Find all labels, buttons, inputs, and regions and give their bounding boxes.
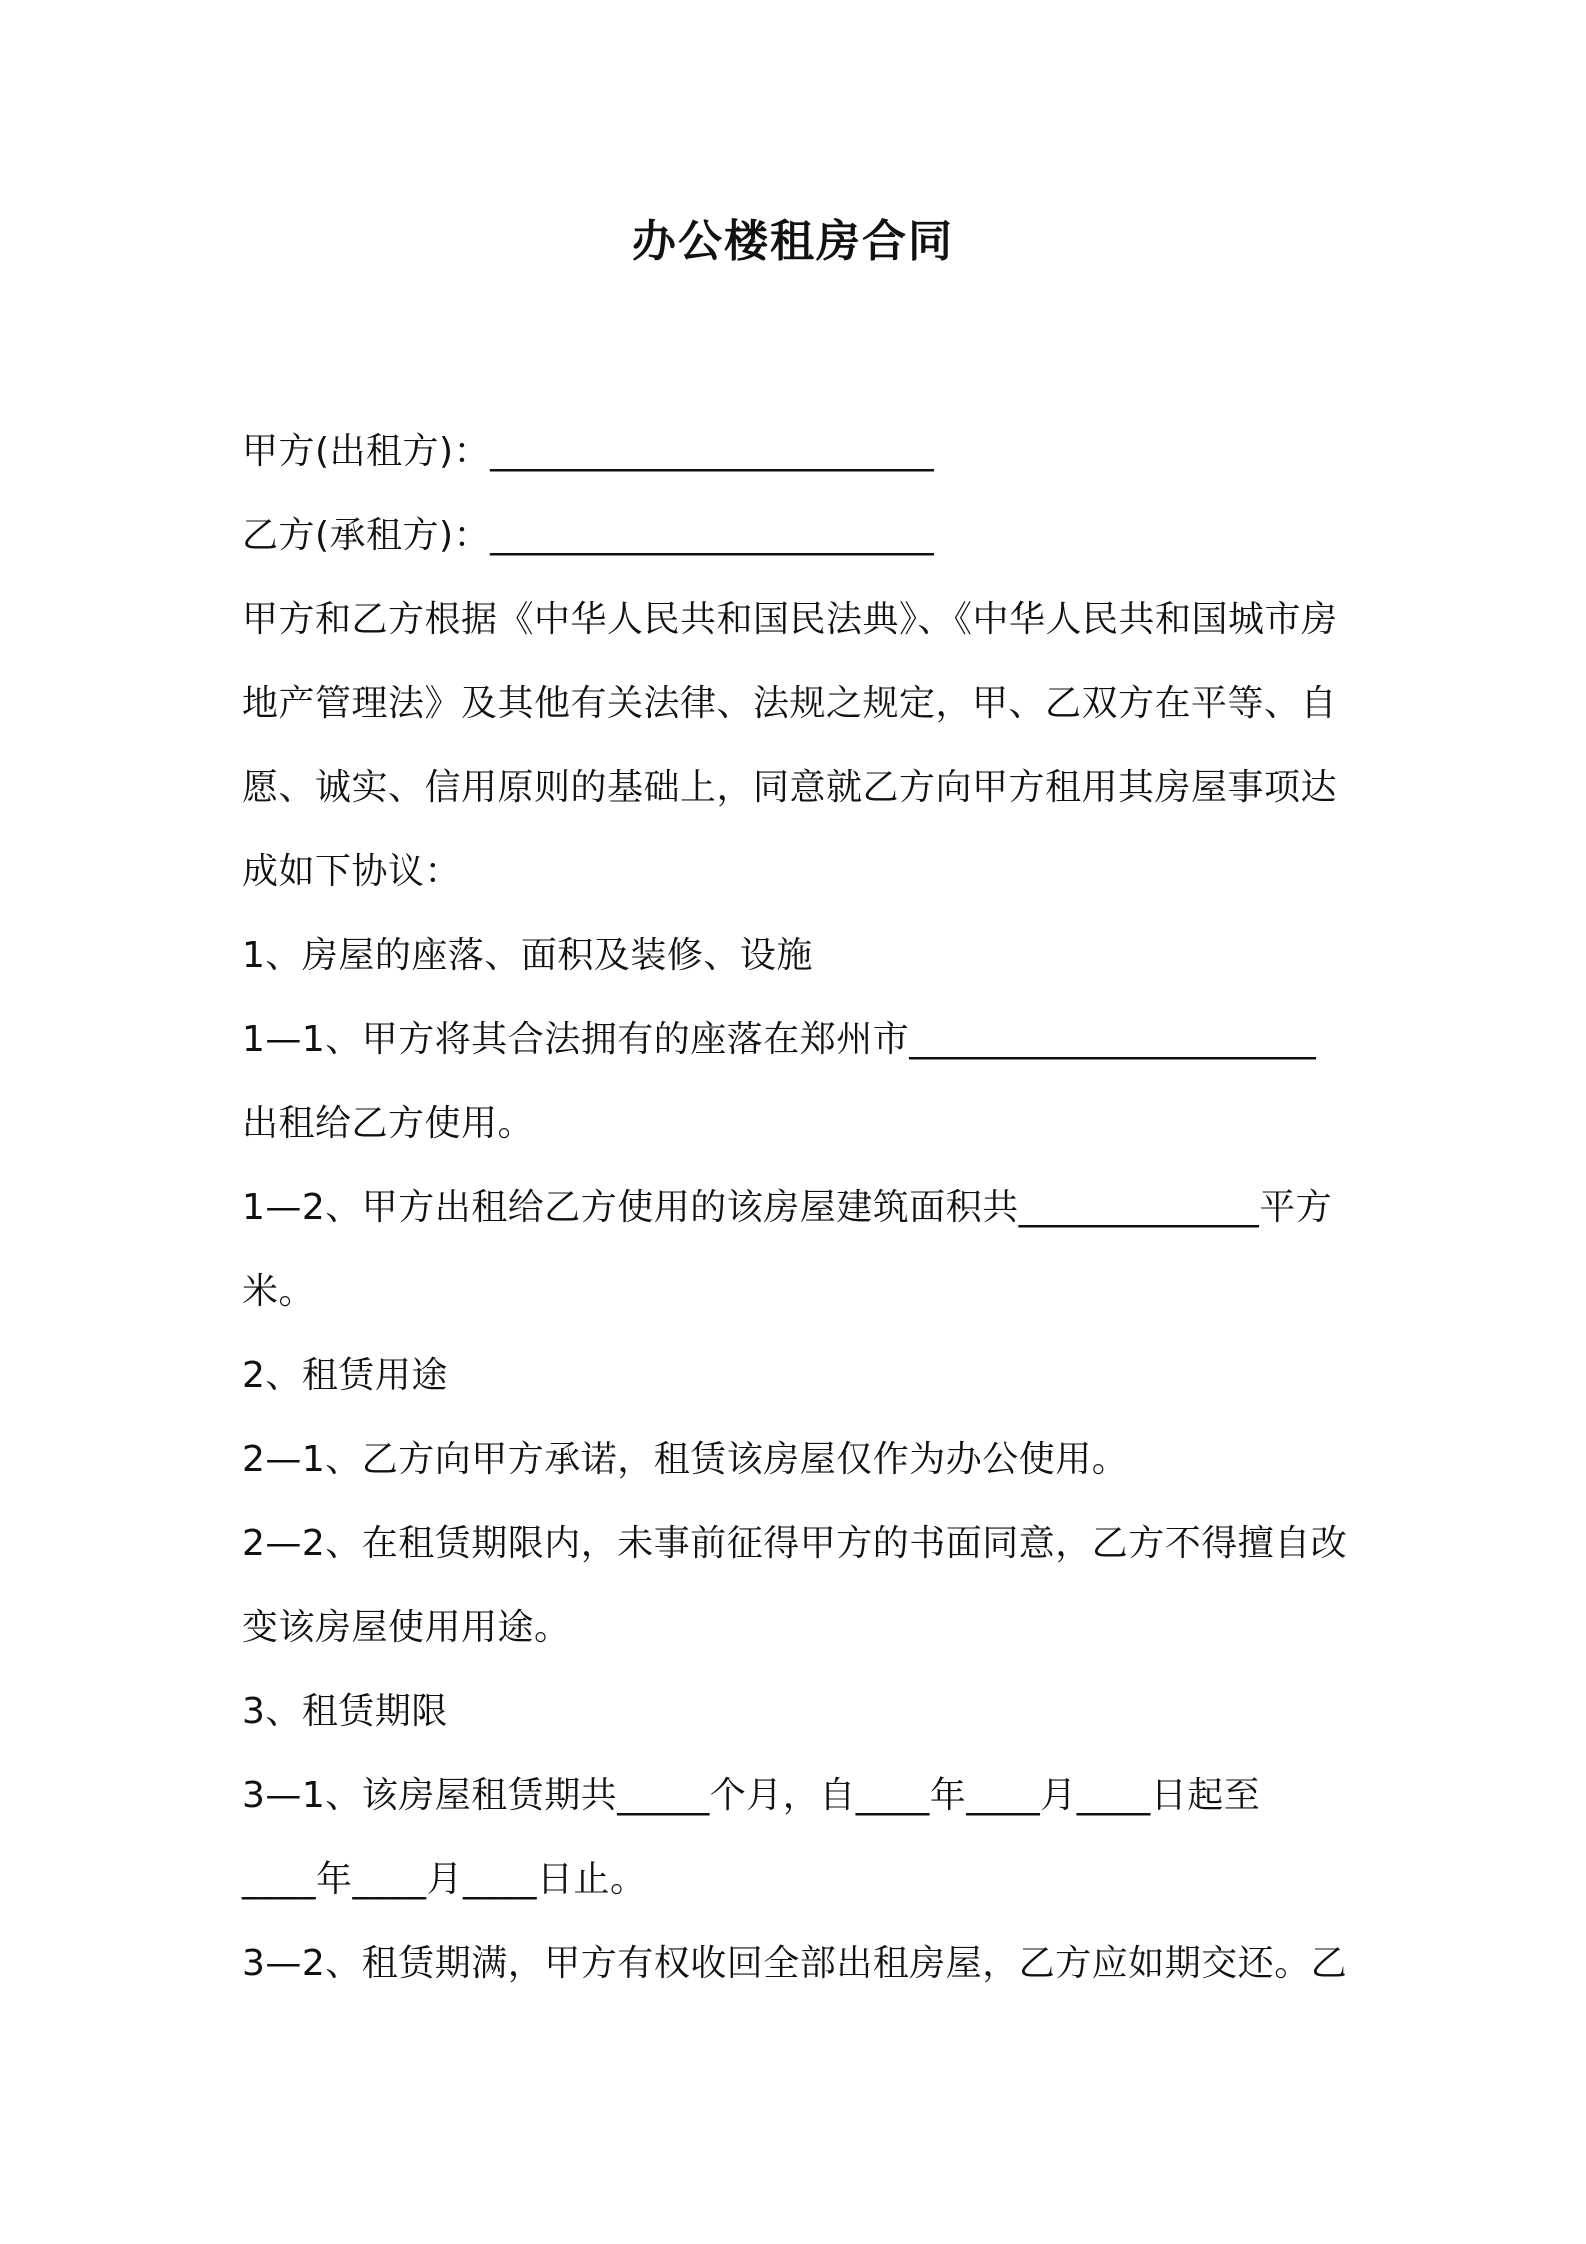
clause-2-2-line-2: 变该房屋使用用途。 (242, 1607, 571, 1648)
clause-2-1: 2—1、乙方向甲方承诺，租赁该房屋仅作为办公使用。 (242, 1439, 1129, 1480)
section-1-heading: 1、房屋的座落、面积及装修、设施 (242, 935, 813, 976)
clause-1-1-line-1: 1—1、甲方将其合法拥有的座落在郑州市______________________ (242, 1019, 1317, 1060)
clause-3-1-line-2: ____年____月____日止。 (242, 1859, 647, 1900)
party-b-line: 乙方(承租方)：________________________ (242, 515, 935, 556)
clause-1-2-line-1: 1—2、甲方出租给乙方使用的该房屋建筑面积共_____________平方 (242, 1187, 1333, 1228)
party-a-line: 甲方(出租方)：________________________ (242, 431, 935, 472)
preamble-line-3: 愿、诚实、信用原则的基础上，同意就乙方向甲方租用其房屋事项达 (242, 767, 1338, 808)
preamble-line-2: 地产管理法》及其他有关法律、法规之规定，甲、乙双方在平等、自 (242, 683, 1338, 724)
preamble-line-4: 成如下协议： (242, 851, 462, 892)
clause-2-2-line-1: 2—2、在租赁期限内，未事前征得甲方的书面同意，乙方不得擅自改 (242, 1523, 1348, 1564)
section-2-heading: 2、租赁用途 (242, 1355, 448, 1396)
clause-1-2-line-2: 米。 (242, 1271, 316, 1312)
clause-1-1-line-2: 出租给乙方使用。 (242, 1103, 535, 1144)
clause-3-1-line-1: 3—1、该房屋租赁期共_____个月，自____年____月____日起至 (242, 1775, 1261, 1816)
document-body (242, 410, 1362, 2006)
section-3-heading: 3、租赁期限 (242, 1691, 448, 1732)
preamble-line-1: 甲方和乙方根据《中华人民共和国民法典》、《中华人民共和国城市房 (242, 599, 1338, 640)
document-title: 办公楼租房合同 (632, 216, 954, 267)
clause-3-2-line-1: 3—2、租赁期满，甲方有权收回全部出租房屋，乙方应如期交还。乙 (242, 1943, 1348, 1984)
